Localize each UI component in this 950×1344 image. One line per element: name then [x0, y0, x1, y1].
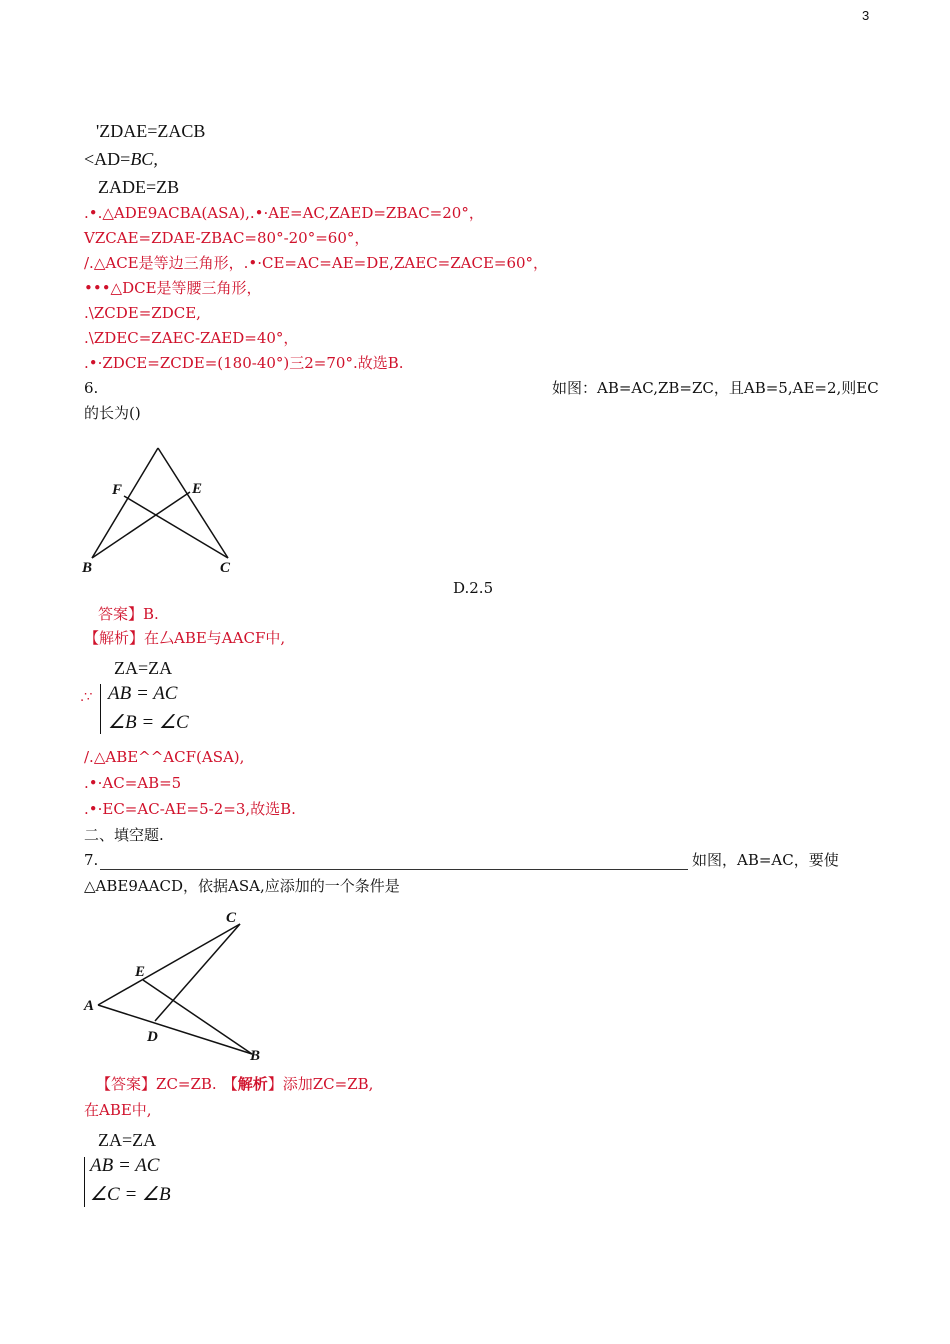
- line-5: VZCAE=ZDAE-ZBAC=80°-20°=60°，: [84, 229, 370, 247]
- line-2-b: BC,: [130, 149, 158, 169]
- section-title: 二、填空题.: [84, 826, 164, 844]
- q6-because: .∵: [80, 690, 93, 705]
- q7-line-1: [84, 850, 688, 870]
- line-2-a: <AD=: [84, 149, 131, 169]
- q7-label-d: D: [147, 1029, 158, 1045]
- q6-brace: [100, 684, 101, 734]
- q7-label-e: E: [135, 964, 146, 980]
- q7-analysis-close: 】: [267, 1075, 283, 1093]
- q6-label-c: C: [220, 560, 231, 576]
- q6-step-3: .•·EC=AC-AE=5-2=3,故选B.: [84, 800, 296, 818]
- q6-number: 6.: [84, 379, 99, 397]
- q7-analysis-text: 添加ZC=ZB,: [282, 1075, 374, 1093]
- q6-eq-2: AB = AC: [108, 683, 178, 704]
- q7-label-b: B: [250, 1048, 261, 1064]
- q7-in-text: 在ABE中,: [84, 1101, 152, 1119]
- q6-step-2: .•·AC=AB=5: [84, 774, 182, 792]
- q6-analysis: 【解析】在厶ABE与AACF中,: [84, 629, 286, 647]
- q6-label-f: F: [112, 482, 123, 498]
- q6-eq-1: ZA=ZA: [114, 658, 173, 678]
- q7-answer-blank[interactable]: [100, 855, 688, 870]
- line-2: [84, 149, 158, 169]
- line-3: ZADE=ZB: [98, 177, 180, 197]
- line-6: /.△ACE是等边三角形，.•·CE=AC=AE=DE,ZAEC=ZACE=60°，: [84, 254, 549, 272]
- q7-number: 7.: [84, 851, 99, 869]
- q6-option-d: D.2.5: [453, 579, 494, 597]
- q7-brace: [84, 1157, 85, 1207]
- q6-text: 如图：AB=AC,ZB=ZC，且AB=5,AE=2,则EC: [552, 379, 879, 397]
- q6-step-1: /.△ABE^^ACF(ASA),: [84, 748, 245, 766]
- q6-label-b: B: [82, 560, 93, 576]
- q6-text-wrap: 的长为(): [84, 404, 141, 422]
- line-7: •••△DCE是等腰三角形，: [84, 279, 262, 297]
- q6-answer: 答案】B.: [98, 605, 159, 623]
- q7-figure: [78, 908, 278, 1068]
- q7-eq-2: AB = AC: [90, 1155, 160, 1176]
- q7-answer-label: 【答案】: [96, 1075, 157, 1093]
- q7-label-a: A: [84, 998, 95, 1014]
- q7-eq-1: ZA=ZA: [98, 1130, 157, 1150]
- line-8: .\ZCDE=ZDCE,: [84, 304, 201, 322]
- q6-figure: [78, 440, 248, 580]
- line-1: 'ZDAE=ZACB: [96, 121, 206, 141]
- q7-text: 如图，AB=AC，要使: [692, 851, 839, 869]
- q6-label-e: E: [192, 481, 203, 497]
- q7-answer-line: [96, 1074, 373, 1094]
- q7-label-c: C: [226, 910, 237, 926]
- q7-analysis-word: 解析: [237, 1075, 268, 1093]
- q7-eq-3: ∠C = ∠B: [90, 1184, 171, 1205]
- q7-answer-value: ZC=ZB.: [156, 1075, 217, 1093]
- line-10: .•·ZDCE=ZCDE=(180-40°)三2=70°.故选B.: [84, 354, 404, 372]
- q6-eq-3: ∠B = ∠C: [108, 712, 189, 733]
- line-9: .\ZDEC=ZAEC-ZAED=40°，: [84, 329, 299, 347]
- page-number: 3: [862, 8, 870, 23]
- line-4: .•.△ADE9ACBA(ASA),.•·AE=AC,ZAED=ZBAC=20°，: [84, 204, 484, 222]
- q7-analysis-open: 【: [222, 1075, 238, 1093]
- q7-text-wrap: △ABE9AACD，依据ASA,应添加的一个条件是: [84, 877, 400, 895]
